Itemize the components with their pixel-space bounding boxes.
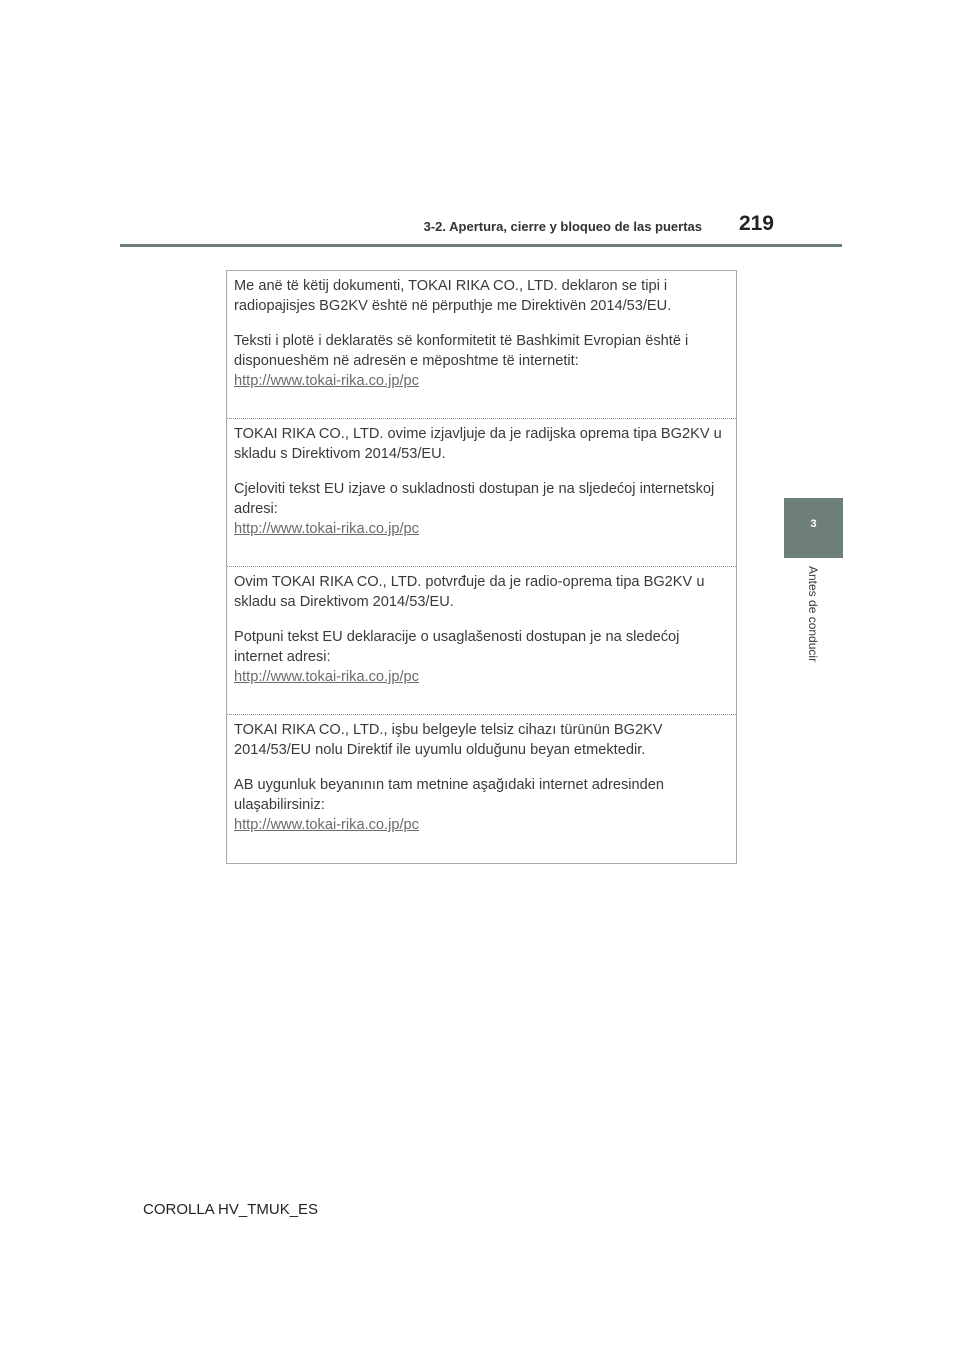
chapter-number: 3 bbox=[810, 518, 817, 530]
declaration-croatian bbox=[227, 419, 736, 567]
page-header bbox=[120, 210, 842, 246]
declaration-statement: Ovim TOKAI RIKA CO., LTD. potvrđuje da je radio-oprema tipa BG2KV u skladu sa Direktivom 2014/53/EU. bbox=[234, 574, 705, 610]
declaration-turkish bbox=[227, 715, 736, 863]
declaration-availability: Potpuni tekst EU deklaracije o usaglašenosti dostupan je na sledećoj internet adresi: bbox=[234, 629, 680, 665]
declaration-link[interactable]: http://www.tokai-rika.co.jp/pc bbox=[234, 373, 419, 389]
declaration-link[interactable]: http://www.tokai-rika.co.jp/pc bbox=[234, 669, 419, 685]
declaration-statement: TOKAI RIKA CO., LTD. ovime izjavljuje da je radijska oprema tipa BG2KV u skladu s Direktivom 2014/53/EU. bbox=[234, 426, 722, 462]
model-code: COROLLA HV_TMUK_ES bbox=[143, 1201, 319, 1218]
chapter-tab bbox=[784, 498, 843, 558]
declaration-availability: Cjeloviti tekst EU izjave o sukladnosti dostupan je na sljedećoj internetskoj adresi: bbox=[234, 481, 715, 517]
declaration-link[interactable]: http://www.tokai-rika.co.jp/pc bbox=[234, 521, 419, 537]
chapter-label: Antes de conducir bbox=[806, 566, 820, 663]
section-title: 3-2. Apertura, cierre y bloqueo de las puertas bbox=[423, 219, 702, 234]
declaration-albanian bbox=[227, 271, 736, 419]
declaration-availability: Teksti i plotë i deklaratës së konformitetit të Bashkimit Evropian është i disponueshëm në adresën e mëposhtme të internetit: bbox=[234, 333, 689, 369]
declaration-serbian bbox=[227, 567, 736, 715]
header-rule bbox=[120, 244, 842, 247]
declaration-link[interactable]: http://www.tokai-rika.co.jp/pc bbox=[234, 817, 419, 833]
declaration-statement: TOKAI RIKA CO., LTD., işbu belgeyle telsiz cihazı türünün BG2KV 2014/53/EU nolu Direktif ile uyumlu olduğunu beyan etmektedir. bbox=[234, 722, 663, 758]
page-number: 219 bbox=[738, 212, 774, 235]
declaration-statement: Me anë të këtij dokumenti, TOKAI RIKA CO., LTD. deklaron se tipi i radiopajisjes BG2KV është në përputhje me Direktivën 2014/53/EU. bbox=[234, 278, 672, 314]
declaration-box bbox=[226, 270, 737, 864]
declaration-availability: AB uygunluk beyanının tam metnine aşağıdaki internet adresinden ulaşabilirsiniz: bbox=[234, 777, 664, 813]
